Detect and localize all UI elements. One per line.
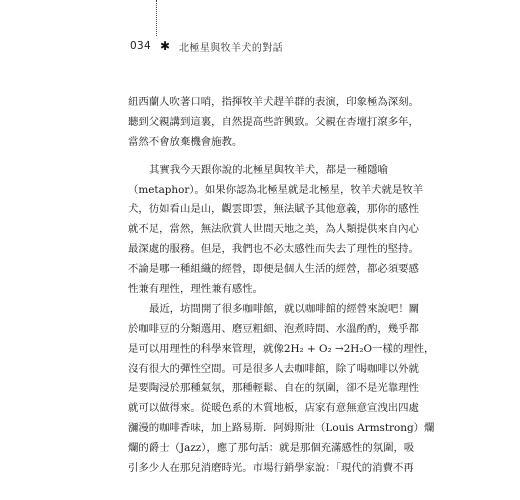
top-dotted-rule: [156, 0, 157, 36]
paragraph-3-line: 沒有很大的彈性空間。可是很多人去咖啡館，除了喝咖啡以外就: [128, 362, 419, 375]
paragraph-3-line: 爛的爵士（Jazz），應了那句話：就是那個充滿感性的氛圍，吸: [128, 442, 415, 455]
paragraph-1-line: 當然不會放棄機會施教。: [128, 135, 243, 148]
paragraph-2-line: 不論是哪一種組織的經營，即便是個人生活的經營，都必須要感: [128, 263, 419, 276]
paragraph-1-line: 紐西蘭人吹著口哨，指揮牧羊犬趕羊群的表演，印象極為深刻。: [128, 96, 419, 108]
paragraph-3-line: 最近，坊間開了很多咖啡館，就以咖啡館的經營來說吧！關: [149, 302, 420, 315]
asterisk-icon: ✱: [159, 39, 171, 53]
paragraph-3-line: 是要陶浸於那種氣氛，那種輕鬆、自在的氛圍，卻不是光靠理性: [128, 382, 419, 395]
paragraph-3-line: 是可以用理性的科學來管理，就像2H₂ + O₂ →2H₂O一樣的理性，: [128, 342, 435, 355]
paragraph-3-line: 瀰漫的咖啡香味，加上路易斯．阿姆斯壯（Louis Armstrong）爛: [128, 422, 435, 435]
page-number: 034: [130, 40, 151, 52]
paragraph-2-line: （metaphor）。如果你認為北極星就是北極星，牧羊犬就是牧羊: [128, 183, 424, 196]
running-title: 北極星與牧羊犬的對話: [179, 42, 284, 54]
paragraph-2-line: 犬，彷如看山是山，觀雲即雲，無法賦予其他意義，那你的感性: [128, 203, 419, 216]
paragraph-2-line: 就不足，當然，無法欣賞人世間天地之美，為人類提供來自內心: [128, 223, 419, 236]
paragraph-3-line: 於咖啡豆的分類選用、磨豆粗細、泡煮時間、水溫酌酌，幾乎都: [128, 322, 419, 335]
paragraph-1-line: 聽到父親講到這裏，自然提高些許興致。父親在杏壇打滾多年，: [128, 115, 419, 128]
paragraph-3-line: 引多少人在那兒消磨時光。市場行銷學家說：「現代的消費不再: [128, 462, 414, 475]
paragraph-2-line: 最深處的服務。但是，我們也不必太感性而失去了理性的堅持。: [128, 243, 419, 256]
paragraph-3-line: 就可以做得來。從暖色系的木質地板，店家有意無意宣洩出四處: [128, 402, 419, 415]
body-text: [128, 93, 435, 479]
running-header: [130, 38, 283, 54]
paragraph-2-line: 其實我今天跟你說的北極星與牧羊犬，都是一種隱喻: [149, 163, 388, 176]
paragraph-2-line: 性兼有理性，理性兼有感性。: [128, 283, 264, 296]
